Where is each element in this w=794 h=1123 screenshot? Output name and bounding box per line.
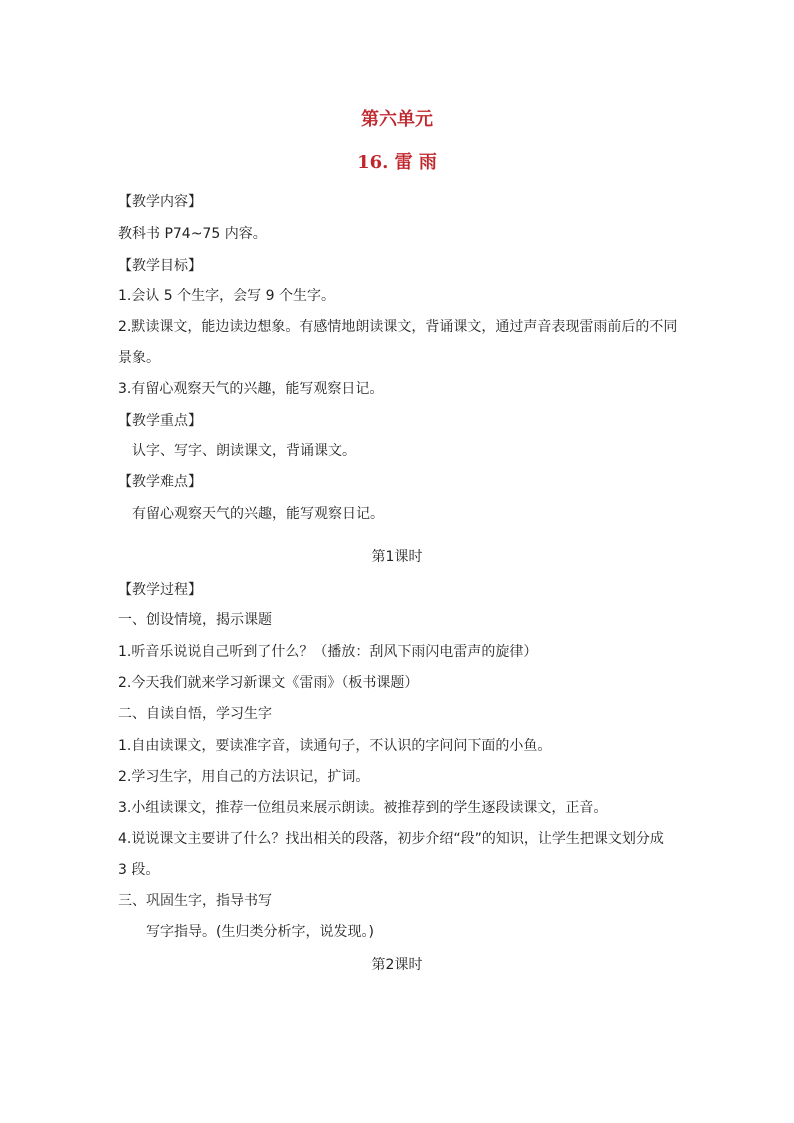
period-1-heading: 第1课时 bbox=[371, 549, 423, 565]
step-3-title: 三、巩固生字，指导书写 bbox=[118, 893, 272, 909]
difficulty-text: 有留心观察天气的兴趣，能写观察日记。 bbox=[132, 506, 384, 522]
step-1-title: 一、创设情境，揭示课题 bbox=[118, 612, 272, 628]
step-item: 2.今天我们就来学习新课文《雷雨》（板书课题） bbox=[118, 675, 419, 691]
step-item: 1.自由读课文，要读准字音，读通句子，不认识的字问问下面的小鱼。 bbox=[118, 738, 552, 754]
step-2-title: 二、自读自悟，学习生字 bbox=[118, 706, 272, 722]
goals-heading: 【教学目标】 bbox=[118, 258, 202, 274]
goal-item: 2.默读课文，能边读边想象。有感情地朗读课文，背诵课文，通过声音表现雷雨前后的不同 bbox=[118, 319, 678, 335]
key-text: 认字、写字、朗读课文，背诵课文。 bbox=[132, 443, 356, 459]
step-item: 1.听音乐说说自己听到了什么？（播放：刮风下雨闪电雷声的旋律） bbox=[118, 644, 538, 660]
process-heading: 【教学过程】 bbox=[118, 582, 202, 598]
step-item: 3.小组读课文，推荐一位组员来展示朗读。被推荐到的学生逐段读课文，正音。 bbox=[118, 800, 608, 816]
unit-title: 第六单元 bbox=[361, 109, 433, 130]
step-item-continuation: 3 段。 bbox=[118, 862, 160, 878]
difficulty-heading: 【教学难点】 bbox=[118, 474, 202, 490]
step-3-text: 写字指导。(生归类分析字，说发现。) bbox=[146, 924, 374, 940]
goal-item-continuation: 景象。 bbox=[118, 350, 160, 366]
key-heading: 【教学重点】 bbox=[118, 413, 202, 429]
content-text: 教科书 P74~75 内容。 bbox=[118, 226, 267, 242]
step-item: 2.学习生字，用自己的方法识记，扩词。 bbox=[118, 769, 370, 785]
step-item: 4.说说课文主要讲了什么？找出相关的段落，初步介绍“段”的知识，让学生把课文划分成 bbox=[118, 831, 664, 847]
goal-item: 3.有留心观察天气的兴趣，能写观察日记。 bbox=[118, 381, 384, 397]
goal-item: 1.会认 5 个生字，会写 9 个生字。 bbox=[118, 288, 335, 304]
lesson-title: 16. 雷 雨 bbox=[357, 152, 437, 173]
period-2-heading: 第2课时 bbox=[371, 957, 423, 973]
content-heading: 【教学内容】 bbox=[118, 194, 202, 210]
